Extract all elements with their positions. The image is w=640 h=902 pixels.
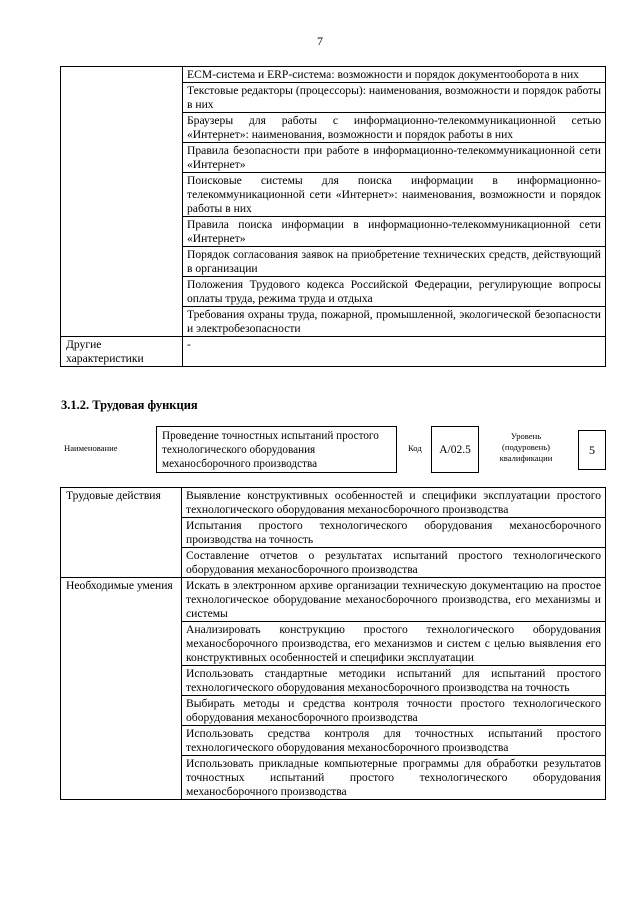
function-title: Проведение точностных испытаний простого технологического оборудования механосборочного производства: [156, 426, 397, 473]
row-item: Правила поиска информации в информационно-телекоммуникационной сети «Интернет»: [183, 217, 606, 247]
section-heading: 3.1.2. Трудовая функция: [61, 398, 198, 412]
row-item: Испытания простого технологического оборудования механосборочного производства на точность: [182, 518, 606, 548]
row-item: Использовать средства контроля для точностных испытаний простого технологического оборудования механосборочного производства: [182, 726, 606, 756]
row-item: Выявление конструктивных особенностей и специфики эксплуатации простого технологического оборудования механосборочного производства: [182, 488, 606, 518]
row-label: Другие характеристики: [61, 337, 183, 367]
row-item: Составление отчетов о результатах испытаний простого технологического оборудования механосборочного производства: [182, 548, 606, 578]
row-item: Поисковые системы для поиска информации в информационно-телекоммуникационной сети «Интернет»: наименования, возможности и порядок работы в них: [183, 173, 606, 217]
qualification-level-label: Уровень (подуровень) квалификации: [499, 431, 553, 463]
row-item: Использовать стандартные методики испытаний для испытаний простого технологического оборудования механосборочного производства на точность: [182, 666, 606, 696]
row-item: Анализировать конструкцию простого технологического оборудования механосборочного производства, его механизмов и систем с целью выявления его конструктивных особенностей и специфики эксплуатации: [182, 622, 606, 666]
row-item: Искать в электронном архиве организации техническую документацию на простое технологическое оборудование механосборочного производства, его механизмы и системы: [182, 578, 606, 622]
row-item: ECM-система и ERP-система: возможности и порядок документооборота в них: [183, 67, 606, 83]
row-label: Трудовые действия: [61, 488, 182, 578]
row-label: Необходимые умения: [61, 578, 182, 800]
qualification-level: 5: [578, 430, 606, 470]
row-item: Порядок согласования заявок на приобретение технических средств, действующий в организации: [183, 247, 606, 277]
row-item: Текстовые редакторы (процессоры): наименования, возможности и порядок работы в них: [183, 83, 606, 113]
page-number: 7: [317, 34, 323, 48]
row-item: Требования охраны труда, пожарной, промышленной, экологической безопасности и электробезопасности: [183, 307, 606, 337]
function-code: A/02.5: [431, 426, 479, 473]
table-row: [61, 67, 606, 83]
row-item: Правила безопасности при работе в информационно-телекоммуникационной сети «Интернет»: [183, 143, 606, 173]
knowledge-table: [60, 66, 606, 367]
row-item: Использовать прикладные компьютерные программы для обработки результатов точностных испытаний простого технологического оборудования механосборочного производства: [182, 756, 606, 800]
name-label: Наименование: [64, 443, 118, 453]
row-label: [61, 67, 183, 337]
row-item: Выбирать методы и средства контроля точности простого технологического оборудования механосборочного производства: [182, 696, 606, 726]
table-row: [61, 578, 606, 622]
row-item: -: [183, 337, 606, 367]
table-row: [61, 488, 606, 518]
labor-function-table: [60, 487, 606, 800]
row-item: Положения Трудового кодекса Российской Федерации, регулирующие вопросы оплаты труда, режима труда и отдыха: [183, 277, 606, 307]
code-label: Код: [408, 443, 422, 453]
table-row: [61, 337, 606, 367]
row-item: Браузеры для работы с информационно-телекоммуникационной сетью «Интернет»: наименования, возможности и порядок работы в них: [183, 113, 606, 143]
